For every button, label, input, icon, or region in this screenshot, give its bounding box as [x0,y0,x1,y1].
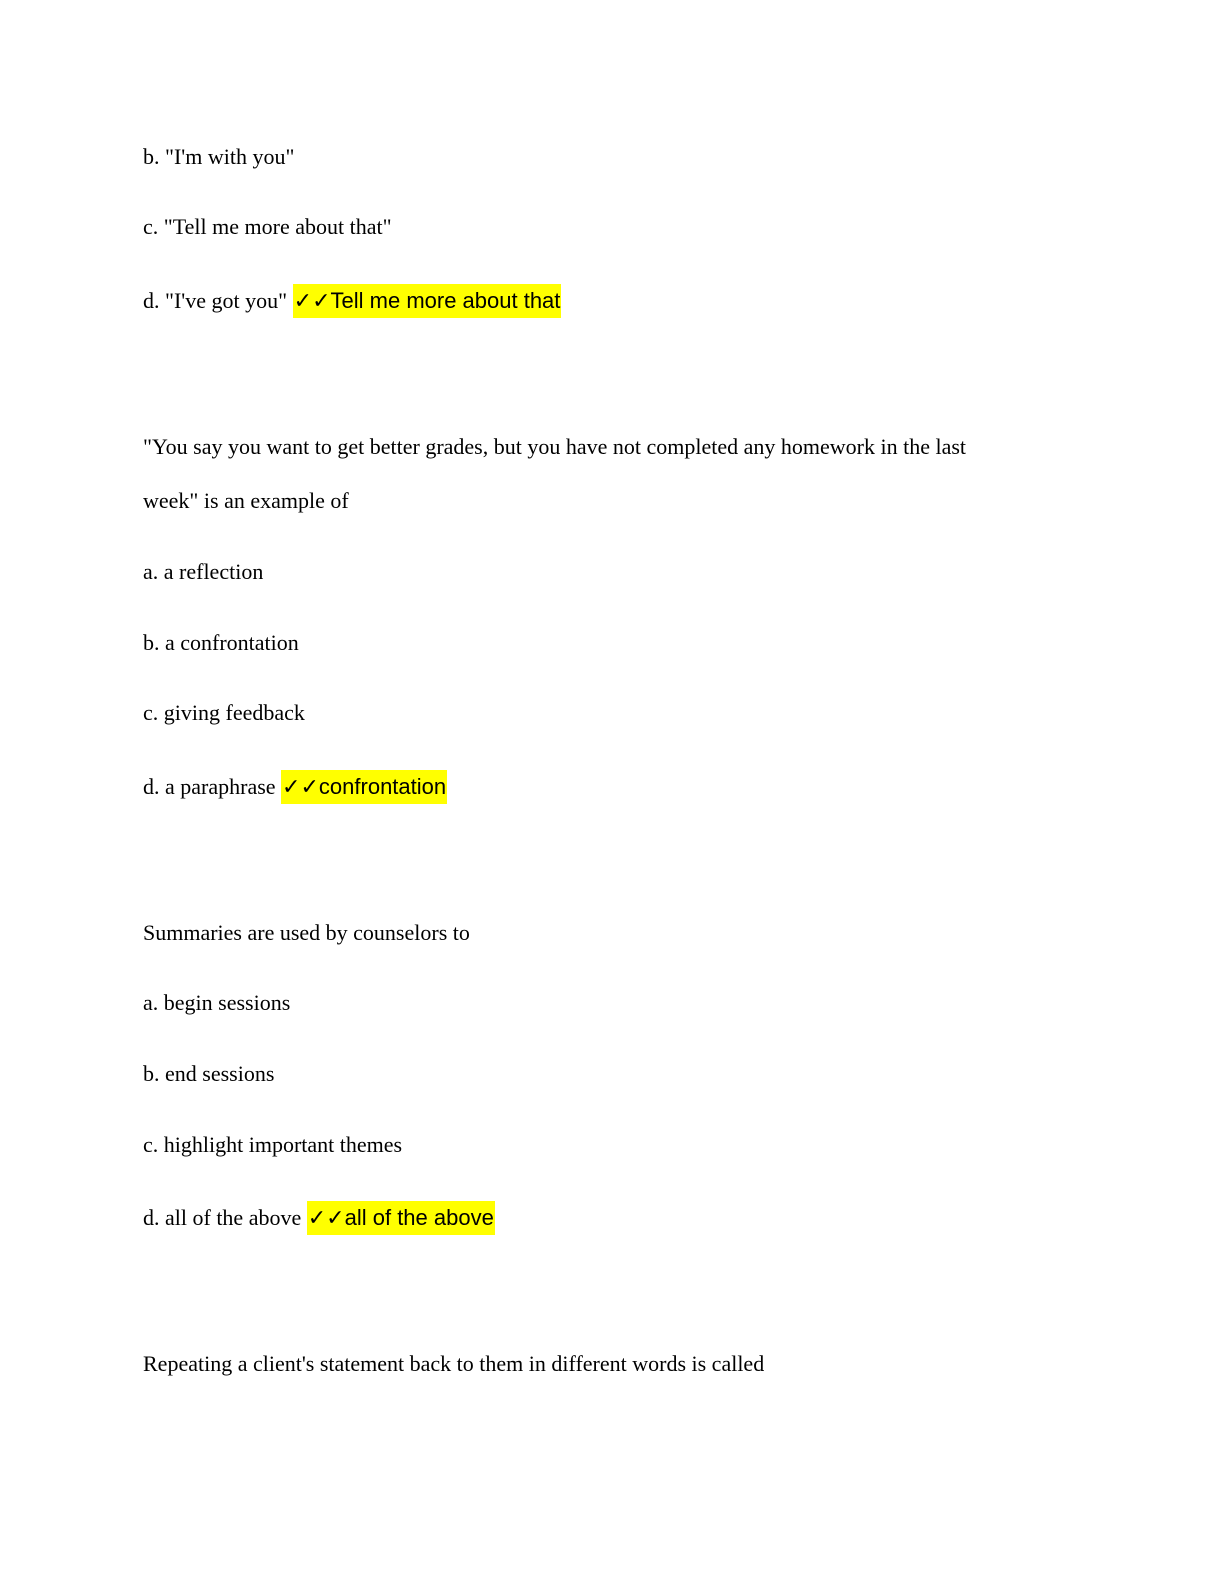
q3-option-d: d. all of the above [143,1205,302,1230]
q3-answer-text: all of the above [344,1205,494,1230]
q2-stem-line2: week" is an example of [143,488,349,513]
q3-option-b: b. end sessions [143,1061,275,1086]
q1-answer-text: Tell me more about that [330,288,561,313]
q2-option-d: d. a paraphrase [143,774,276,799]
q1-option-d-row [143,288,561,315]
q3-stem: Summaries are used by counselors to [143,920,470,945]
q1-option-d: d. "I've got you" [143,288,288,313]
q1-option-b: b. "I'm with you" [143,144,295,169]
q2-answer-text: confrontation [318,774,447,799]
q2-option-d-row [143,774,447,801]
q2-stem-line1: "You say you want to get better grades, but you have not completed any homework in the last [143,434,967,459]
q3-option-a: a. begin sessions [143,990,291,1015]
q2-option-b: b. a confrontation [143,630,299,655]
double-check-icon: ✓✓ [293,289,331,314]
q2-answer-highlight [281,770,447,804]
q1-answer-highlight [293,284,562,318]
double-check-icon: ✓✓ [282,775,319,800]
q1-option-c: c. "Tell me more about that" [143,214,392,239]
q3-answer-highlight [307,1201,495,1235]
q2-option-a: a. a reflection [143,559,264,584]
q2-option-c: c. giving feedback [143,700,305,725]
q4-stem: Repeating a client's statement back to them in different words is called [143,1351,765,1376]
double-check-icon: ✓✓ [307,1206,345,1231]
q3-option-c: c. highlight important themes [143,1132,403,1157]
q3-option-d-row [143,1205,495,1232]
